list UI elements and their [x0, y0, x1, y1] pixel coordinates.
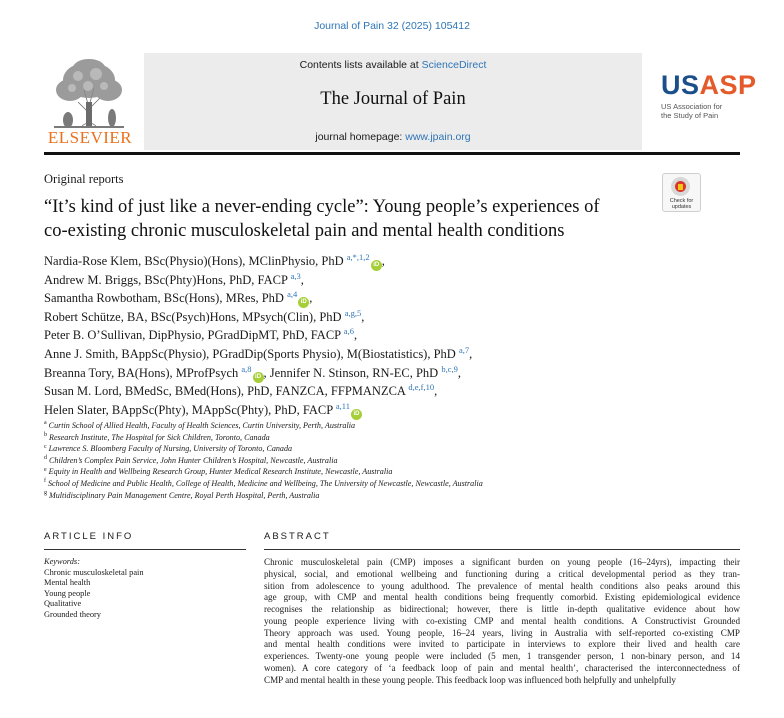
affiliation-text: Lawrence S. Bloomberg Faculty of Nursing, University of Toronto, Canada	[48, 444, 293, 454]
author-affiliation-marks[interactable]: d,e,f,10	[408, 382, 435, 392]
article-title-line2: co-existing chronic musculoskeletal pain and mental health conditions	[44, 221, 565, 241]
author-affiliation-marks[interactable]: a,11	[335, 400, 350, 411]
article-section-label: Original reports	[44, 172, 124, 186]
abstract-line: experiences. Twenty-one young people were included (5 men, 1 transgender person, 1 non-binary person, and 14	[264, 651, 740, 661]
keywords-block	[44, 557, 244, 620]
usasp-subtitle	[661, 102, 751, 120]
abstract-line: Theory approach was used. Young people, 16–24 years, living in Australia with self-reported co-existing CMP	[264, 627, 740, 638]
author-line	[44, 345, 734, 364]
abstract-line: and mental health conditions were invited to participate in interviews to explore their lived and health care	[264, 639, 740, 650]
affiliation-key: a	[44, 420, 47, 427]
author-affiliation-marks[interactable]: b,c,9	[441, 363, 458, 374]
author-affiliation-marks[interactable]: a,4	[287, 289, 298, 300]
check-updates-line2: updates	[671, 204, 692, 210]
affiliation-key: e	[44, 466, 47, 473]
author-separator: ,	[353, 328, 358, 343]
author-separator: ,	[469, 346, 473, 361]
affiliation-item	[44, 490, 734, 502]
usasp-asp: ASP	[699, 70, 757, 100]
affiliation-item	[44, 478, 734, 490]
journal-reference[interactable]: Journal of Pain 32 (2025) 105412	[314, 20, 470, 32]
author-line	[44, 382, 734, 401]
keyword-item[interactable]: Qualitative	[44, 599, 82, 608]
affiliation-item	[44, 443, 734, 455]
abstract-divider	[264, 549, 740, 550]
elsevier-wordmark[interactable]: ELSEVIER	[47, 128, 133, 147]
abstract-line: sition from adolescence to young adulthood. The prevalence of mental health conditions also peaks around this	[264, 580, 740, 591]
author-line	[44, 271, 734, 290]
abstract-line: physical, social, and emotional wellbeing and functioning during a critical developmental period as they tran-	[264, 568, 740, 579]
affiliation-key: d	[44, 455, 47, 462]
usasp-us: US	[661, 70, 700, 100]
check-updates-label	[663, 198, 700, 210]
affiliation-text: Curtin School of Allied Health, Faculty of Health Sciences, Curtin University, Perth, Australia	[48, 421, 356, 430]
contents-prefix: Contents lists available at	[299, 59, 422, 71]
author-line	[44, 401, 734, 420]
affiliation-list	[44, 420, 734, 501]
author-name: Samantha Rowbotham, BSc(Hons), MRes, PhD	[44, 291, 288, 306]
keywords-label: Keywords:	[44, 557, 80, 566]
keyword-item[interactable]: Chronic musculoskeletal pain	[44, 567, 144, 577]
author-name: Robert Schütze, BA, BSc(Psych)Hons, MPsych(Clin), PhD	[44, 309, 345, 324]
journal-header-band	[144, 53, 642, 150]
check-updates-icon	[671, 177, 690, 196]
affiliation-text: Research Institute, The Hospital for Sick Children, Toronto, Canada	[49, 432, 270, 442]
abstract-line: young people experience living with co-existing CMP and mental health conditions. A Constructivist Grounded	[264, 615, 740, 626]
abstract-line: age group, with CMP and mental health conditions being frequently comorbid. Existing epidemiological evidence	[264, 592, 740, 603]
orcid-icon[interactable]: iD	[371, 260, 382, 271]
author-line	[44, 289, 734, 308]
abstract-text	[264, 557, 740, 686]
author-separator: ,	[361, 309, 365, 324]
author-separator: ,	[300, 272, 304, 287]
affiliation-item	[44, 466, 734, 478]
author-separator: ,	[434, 384, 438, 399]
author-name: Andrew M. Briggs, BSc(Phty)Hons, PhD, FACP	[44, 272, 291, 287]
affiliation-key: g	[44, 489, 47, 496]
author-name: Helen Slater, BAppSc(Phty), MAppSc(Phty), PhD, FACP	[44, 402, 336, 417]
author-name: Susan M. Lord, BMedSc, BMed(Hons), PhD, FANZCA, FFPMANZCA	[44, 384, 409, 399]
author-separator: ,	[263, 365, 270, 380]
author-affiliation-marks[interactable]: a,3	[290, 270, 301, 281]
check-updates-line1: Check for	[669, 198, 694, 204]
author-line	[44, 326, 734, 345]
sciencedirect-link[interactable]: ScienceDirect	[421, 59, 487, 71]
article-title-line1: “It’s kind of just like a never-ending cycle”: Young people’s experiences of	[44, 197, 600, 217]
author-separator: ,	[457, 365, 461, 380]
affiliation-key: f	[44, 478, 46, 485]
author-separator: ,	[381, 254, 385, 268]
author-affiliation-marks[interactable]: a,7	[458, 344, 470, 355]
keyword-item[interactable]: Grounded theory	[44, 609, 101, 619]
affiliation-key: c	[44, 443, 47, 450]
affiliation-text: Multidisciplinary Pain Management Centre, Royal Perth Hospital, Perth, Australia	[49, 490, 320, 500]
author-affiliation-marks[interactable]: a,8	[241, 363, 252, 374]
abstract-line: recognises the relationship as bidirectional; however, there is little in-depth qualitative evidence about how	[264, 604, 740, 614]
homepage-prefix: journal homepage:	[315, 131, 406, 143]
affiliation-key: b	[44, 431, 47, 438]
author-affiliation-marks[interactable]: a,*,1,2	[346, 251, 370, 262]
affiliation-text: Equity in Health and Wellbeing Research Group, Hunter Medical Research Institute, Newcastle, Australia	[48, 467, 393, 477]
usasp-subtitle-line1: US Association for	[661, 102, 723, 111]
usasp-logo[interactable]	[661, 70, 757, 120]
affiliation-item	[44, 432, 734, 444]
orcid-icon[interactable]: iD	[253, 372, 264, 383]
author-name: Anne J. Smith, BAppSc(Physio), PGradDip(Sports Physio), M(Biostatistics), PhD	[44, 346, 459, 361]
header-divider	[44, 152, 740, 155]
author-line	[44, 308, 734, 327]
usasp-wordmark	[661, 70, 757, 100]
journal-title[interactable]: The Journal of Pain	[320, 89, 466, 109]
usasp-subtitle-line2: the Study of Pain	[661, 111, 719, 120]
article-title	[44, 195, 654, 243]
author-line	[44, 252, 734, 271]
check-for-updates-button[interactable]	[662, 173, 701, 212]
author-line	[44, 364, 734, 383]
abstract-line: women). A core category of ‘a feedback loop of pain and mental health’, characterised the interconnectedness of	[264, 662, 740, 673]
author-affiliation-marks[interactable]: a,6	[343, 326, 354, 337]
article-info-divider	[44, 549, 246, 550]
author-name: Jennifer N. Stinson, RN-EC, PhD	[269, 365, 442, 380]
abstract-line: CMP and mental health in these young people. This feedback loop was influenced both helpfully and unhelpfully	[264, 674, 676, 685]
homepage-link[interactable]: www.jpain.org	[405, 131, 471, 143]
keyword-item[interactable]: Mental health	[44, 578, 91, 587]
orcid-icon[interactable]: iD	[298, 297, 309, 308]
author-affiliation-marks[interactable]: a,g,5	[344, 307, 362, 318]
author-name: Breanna Tory, BA(Hons), MProfPsych	[44, 365, 242, 380]
affiliation-item	[44, 420, 734, 432]
orcid-icon[interactable]: iD	[351, 409, 362, 420]
author-list	[44, 252, 734, 419]
abstract-heading: ABSTRACT	[264, 531, 331, 542]
affiliation-text: School of Medicine and Public Health, College of Health, Medicine and Wellbeing, The University of Newcastle, Newcastle, Australia	[48, 478, 483, 488]
keyword-item[interactable]: Young people	[44, 588, 91, 598]
author-separator: ,	[309, 291, 313, 306]
journal-homepage	[144, 131, 642, 143]
author-name: Peter B. O’Sullivan, DipPhysio, PGradDipMT, PhD, FACP	[44, 328, 344, 343]
affiliation-text: Children’s Complex Pain Service, John Hunter Children’s Hospital, Newcastle, Australia	[49, 455, 338, 465]
affiliation-item	[44, 455, 734, 467]
contents-availability	[144, 59, 642, 71]
abstract-line: Chronic musculoskeletal pain (CMP) imposes a significant burden on young people (16–24yrs), impacting their	[264, 557, 740, 567]
article-info-heading: ARTICLE INFO	[44, 531, 134, 542]
author-name: Nardia-Rose Klem, BSc(Physio)(Hons), MClinPhysio, PhD	[44, 254, 347, 268]
